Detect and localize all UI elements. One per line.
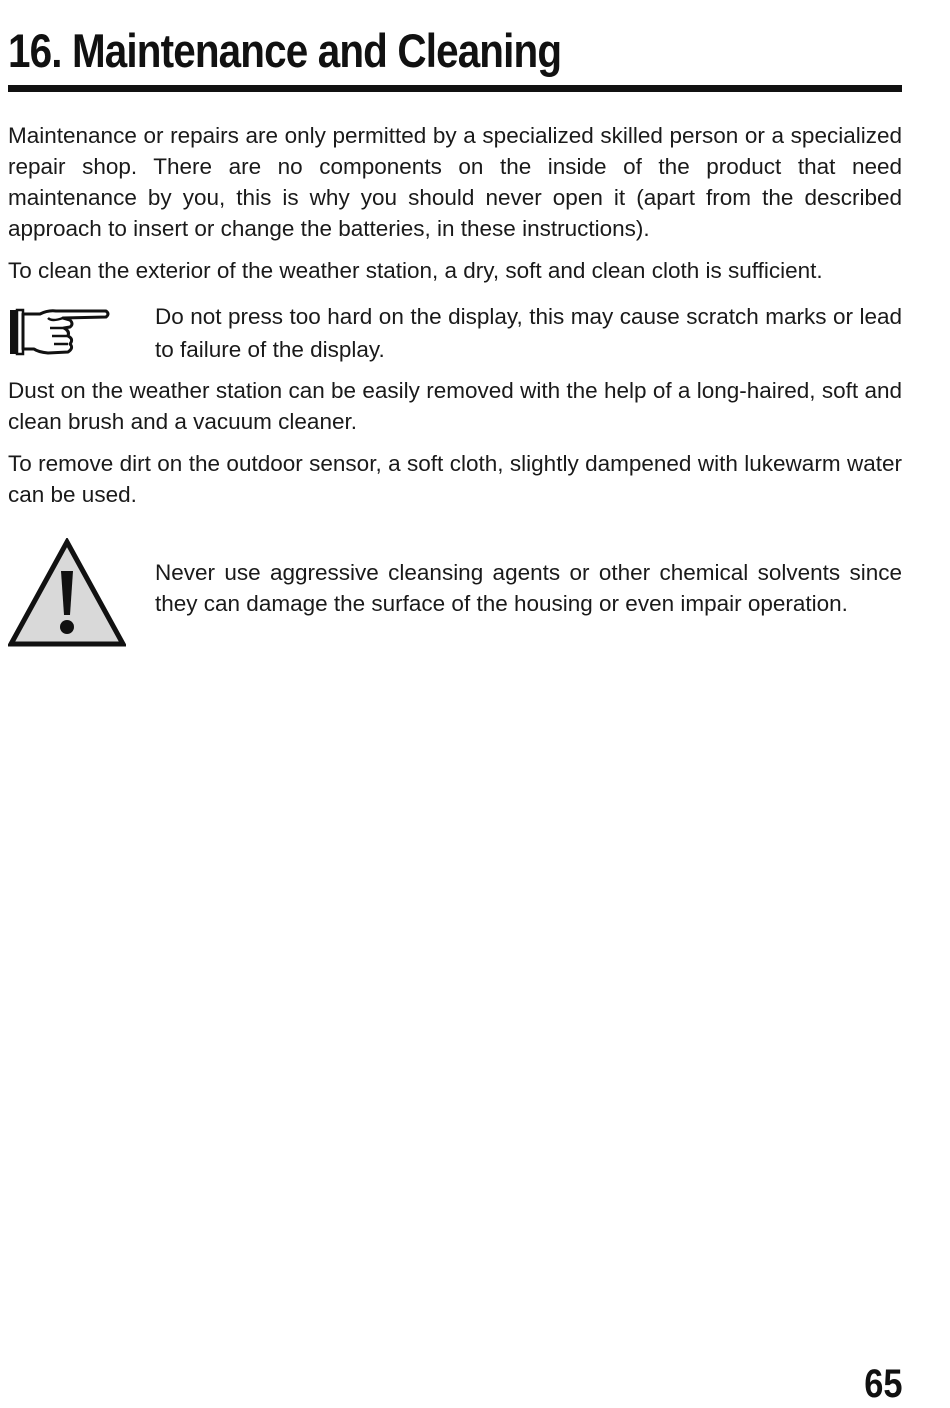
- pointing-hand-icon: [8, 305, 112, 357]
- warning-triangle-icon: [8, 538, 126, 648]
- title-underline: [8, 85, 902, 92]
- intro-paragraph: Maintenance or repairs are only permitted by a specialized skilled person or a specialized repair shop. There are no components on the inside of the product that need maintenance by you, this is why you should never open it (apart from the described approach to insert or change the batteries, in these instructions).: [8, 123, 902, 241]
- exterior-cleaning-paragraph: To clean the exterior of the weather station, a dry, soft and clean cloth is sufficient.: [8, 258, 823, 283]
- page-title: 16. Maintenance and Cleaning: [8, 24, 562, 77]
- outdoor-sensor-paragraph: To remove dirt on the outdoor sensor, a soft cloth, slightly dampened with lukewarm water can be used.: [8, 451, 902, 507]
- page-number: 65: [863, 1362, 902, 1406]
- display-pressure-note: Do not press too hard on the display, this may cause scratch marks or lead to failure of the display.: [155, 304, 902, 362]
- chemical-solvents-warning: Never use aggressive cleansing agents or other chemical solvents since they can damage the surface of the housing or even impair operation.: [155, 560, 902, 616]
- dust-removal-paragraph: Dust on the weather station can be easily removed with the help of a long-haired, soft and clean brush and a vacuum cleaner.: [8, 378, 902, 434]
